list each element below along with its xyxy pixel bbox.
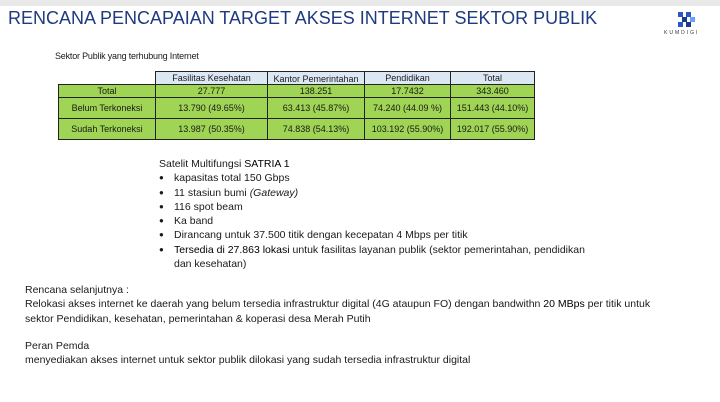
rencana-heading: Rencana selanjutnya : [25,284,129,296]
header-cell: Total [451,72,535,85]
table-cell: 74.240 (44.09 %) [365,98,451,119]
top-bar [0,0,720,6]
table-row [59,98,535,119]
table-cell: 27.777 [156,85,268,98]
table-cell: 13.987 (50.35%) [156,119,268,140]
table-row [59,119,535,140]
row-label: Belum Terkoneksi [59,98,156,119]
table-cell: 151.443 (44.10%) [451,98,535,119]
header-cell: Kantor Pemerintahan [268,72,365,85]
table-cell: 13.790 (49.65%) [156,98,268,119]
table-cell: 17.7432 [365,85,451,98]
row-label: Sudah Terkoneksi [59,119,156,140]
table-cell: 343.460 [451,85,535,98]
rencana-body-suffix: per titik untuk sektor Pendidikan, kesehatan, pemerintahan & koperasi desa Merah Putih [25,298,651,325]
kumdigi-logo [664,10,708,38]
row-label: Total [59,85,156,98]
rencana-body [25,297,675,326]
list-item [159,228,594,242]
table-cell: 103.192 (55.90%) [365,119,451,140]
list-item [159,171,594,185]
list-item-italic: (Gateway) [249,186,299,199]
satellite-section [159,157,594,271]
table-cell: 138.251 [268,85,365,98]
satellite-spec-list [159,171,594,271]
logo-text: KUMDIGI [664,30,700,36]
table-row [59,85,535,98]
satellite-heading [159,157,594,171]
list-item [159,243,594,272]
list-item [159,186,594,200]
list-item-text: Ka band [174,215,214,228]
satellite-heading-prefix: Satelit Multifungsi [159,158,245,170]
list-item-text: Dirancang untuk 37.500 titik dengan kecepatan 4 Mbps per titik [174,229,468,242]
header-cell: Fasilitas Kesehatan [156,72,268,85]
list-item-text: kapasitas total 150 Gbps [174,172,290,185]
header-cell: Pendidikan [365,72,451,85]
header-cell [59,72,156,85]
table-cell: 74.838 (54.13%) [268,119,365,140]
connectivity-table [58,71,535,140]
page-title: RENCANA PENCAPAIAN TARGET AKSES INTERNET SEKTOR PUBLIK [8,8,598,28]
list-item-text: untuk fasilitas layanan publik (sektor pemerintahan, pendidikan dan kesehatan) [174,243,585,271]
rencana-body-prefix: Relokasi akses internet ke daerah yang belum tersedia infrastruktur digital (4G ataupun FO) dengan bandwithn [25,298,544,311]
peran-section [25,339,705,368]
rencana-bandwidth: 20 MBps [543,298,585,311]
table-cell: 63.413 (45.87%) [268,98,365,119]
peran-heading: Peran Pemda [25,340,90,352]
list-item-text: 11 stasiun bumi [174,186,250,199]
list-item-text: 116 spot beam [174,200,243,213]
satellite-name: SATRIA 1 [244,158,290,170]
list-item [159,200,594,214]
list-item-strong: Tersedia di 27.863 lokasi [174,243,290,256]
rencana-section [25,283,705,326]
table-cell: 192.017 (55.90%) [451,119,535,140]
table-caption: Sektor Publik yang terhubung Internet [55,51,199,61]
table-header-row [59,72,535,85]
kumdigi-logo-icon [664,10,708,30]
peran-body: menyediakan akses internet untuk sektor publik dilokasi yang sudah tersedia infrastruktur digital [25,354,471,367]
list-item [159,214,594,228]
